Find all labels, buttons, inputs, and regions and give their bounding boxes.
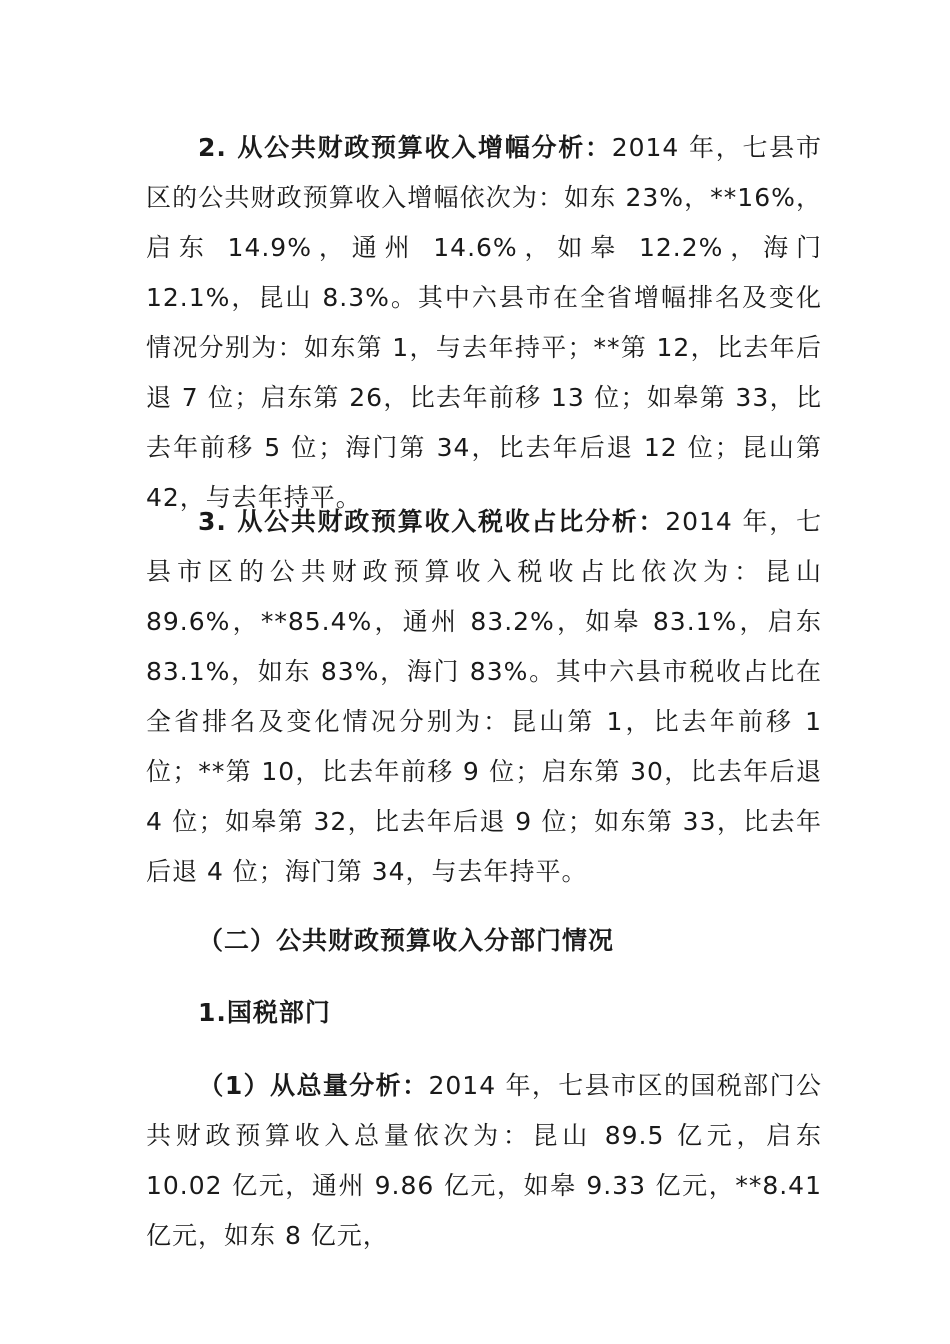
paragraph-lead: （1）从总量分析：: [198, 1071, 429, 1100]
paragraph-growth-analysis: [146, 123, 822, 523]
sub-heading: 1.国税部门: [198, 998, 331, 1027]
paragraph-lead: 3. 从公共财政预算收入税收占比分析：: [198, 507, 666, 536]
paragraph-total-analysis: [146, 1061, 822, 1261]
paragraph-tax-share-analysis: [146, 497, 822, 897]
section-heading: （二）公共财政预算收入分部门情况: [198, 926, 615, 955]
paragraph-lead: 2. 从公共财政预算收入增幅分析：: [198, 133, 612, 162]
paragraph-body: 2014 年，七县市区的国税部门公共财政预算收入总量依次为：昆山 89.5 亿元，启东 10.02 亿元，通州 9.86 亿元，如皋 9.33 亿元，**8.41 亿元，如东 8 亿元，: [146, 1071, 822, 1250]
paragraph-body: 2014 年，七县市区的公共财政预算收入增幅依次为：如东 23%，**16%，启东 14.9%，通州 14.6%，如皋 12.2%，海门 12.1%，昆山 8.3%。其中六县市在全省增幅排名及变化情况分别为：如东第 1，与去年持平；**第 12，比去年后退 7 位；启东第 26，比去年前移 13 位；如皋第 33，比去年前移 5 位；海门第 34，比去年后退 12 位；昆山第 42，与去年持平。: [146, 133, 822, 512]
paragraph-body: 2014 年，七县市区的公共财政预算收入税收占比依次为：昆山 89.6%，**85.4%，通州 83.2%，如皋 83.1%，启东 83.1%，如东 83%，海门 83%。其中六县市税收占比在全省排名及变化情况分别为：昆山第 1，比去年前移 1 位；**第 10，比去年前移 9 位；启东第 30，比去年后退 4 位；如皋第 32，比去年后退 9 位；如东第 33，比去年后退 4 位；海门第 34，与去年持平。: [146, 507, 822, 886]
